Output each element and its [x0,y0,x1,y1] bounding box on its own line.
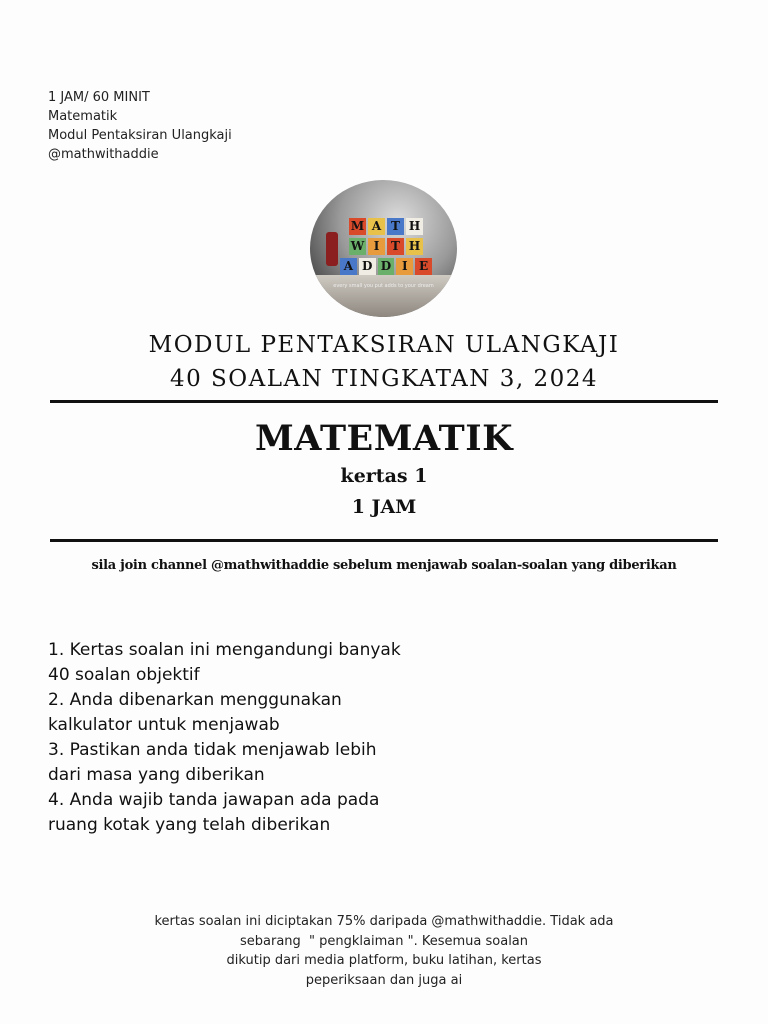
logo-row-2 [340,238,432,255]
divider-top [50,400,718,403]
instruction-line: 1. Kertas soalan ini mengandungi banyak [48,640,401,660]
instruction-line: ruang kotak yang telah diberikan [48,815,331,835]
logo-tile: I [368,238,385,255]
logo-row-3 [340,258,432,275]
instruction-line: 40 soalan objektif [48,665,200,685]
logo-tile: I [396,258,413,275]
disclaimer-line: peperiksaan dan juga ai [305,972,463,988]
logo-tagline: every small you put adds to your dream [333,283,434,289]
divider-bottom [50,539,718,542]
mathwithaddie-logo [310,180,457,317]
logo-shelf [310,275,457,317]
disclaimer-line: kertas soalan ini diciptakan 75% daripada @mathwithaddie. Tidak ada [154,914,614,929]
logo-tile: E [415,258,432,275]
logo-tile: D [378,258,395,275]
instruction-line: dari masa yang diberikan [48,765,265,785]
logo-tile: A [368,218,385,235]
logo-tile: T [387,238,404,255]
disclaimer-line: dikutip dari media platform, buku latihan, kertas [226,953,542,968]
subject-heading: MATEMATIK [254,418,514,459]
meta-duration: 1 JAM/ 60 MINIT [48,90,150,105]
instruction-line: 3. Pastikan anda tidak menjawab lebih [48,740,377,760]
duration-label: 1 JAM [351,496,417,518]
logo-tile: H [406,238,423,255]
meta-handle: @mathwithaddie [48,147,159,162]
logo-tiles [340,218,432,278]
meta-subject: Matematik [48,109,118,124]
module-title-line-2: 40 SOALAN TINGKATAN 3, 2024 [169,366,599,392]
disclaimer-line: sebarang " pengklaiman ". Kesemua soalan [239,933,529,949]
logo-tile: T [387,218,404,235]
meta-block [48,88,232,164]
paper-label: kertas 1 [340,465,428,487]
instruction-line: 4. Anda wajib tanda jawapan ada pada [48,790,380,810]
instruction-line: 2. Anda dibenarkan menggunakan [48,690,342,710]
logo-tile: A [340,258,357,275]
logo-tile: D [359,258,376,275]
logo-tile: H [406,218,423,235]
meta-module: Modul Pentaksiran Ulangkaji [48,128,232,143]
logo-tile: M [350,219,365,233]
disclaimer-footer [0,912,768,990]
logo-tile: W [350,239,365,253]
instructions-list [48,638,401,838]
module-title-line-1: MODUL PENTAKSIRAN ULANGKAJI [148,332,620,358]
instruction-line: kalkulator untuk menjawab [48,715,280,735]
logo-row-1 [340,218,432,235]
logo-bottle [326,232,338,266]
join-channel-notice: sila join channel @mathwithaddie sebelum menjawab soalan-soalan yang diberikan [91,558,677,573]
